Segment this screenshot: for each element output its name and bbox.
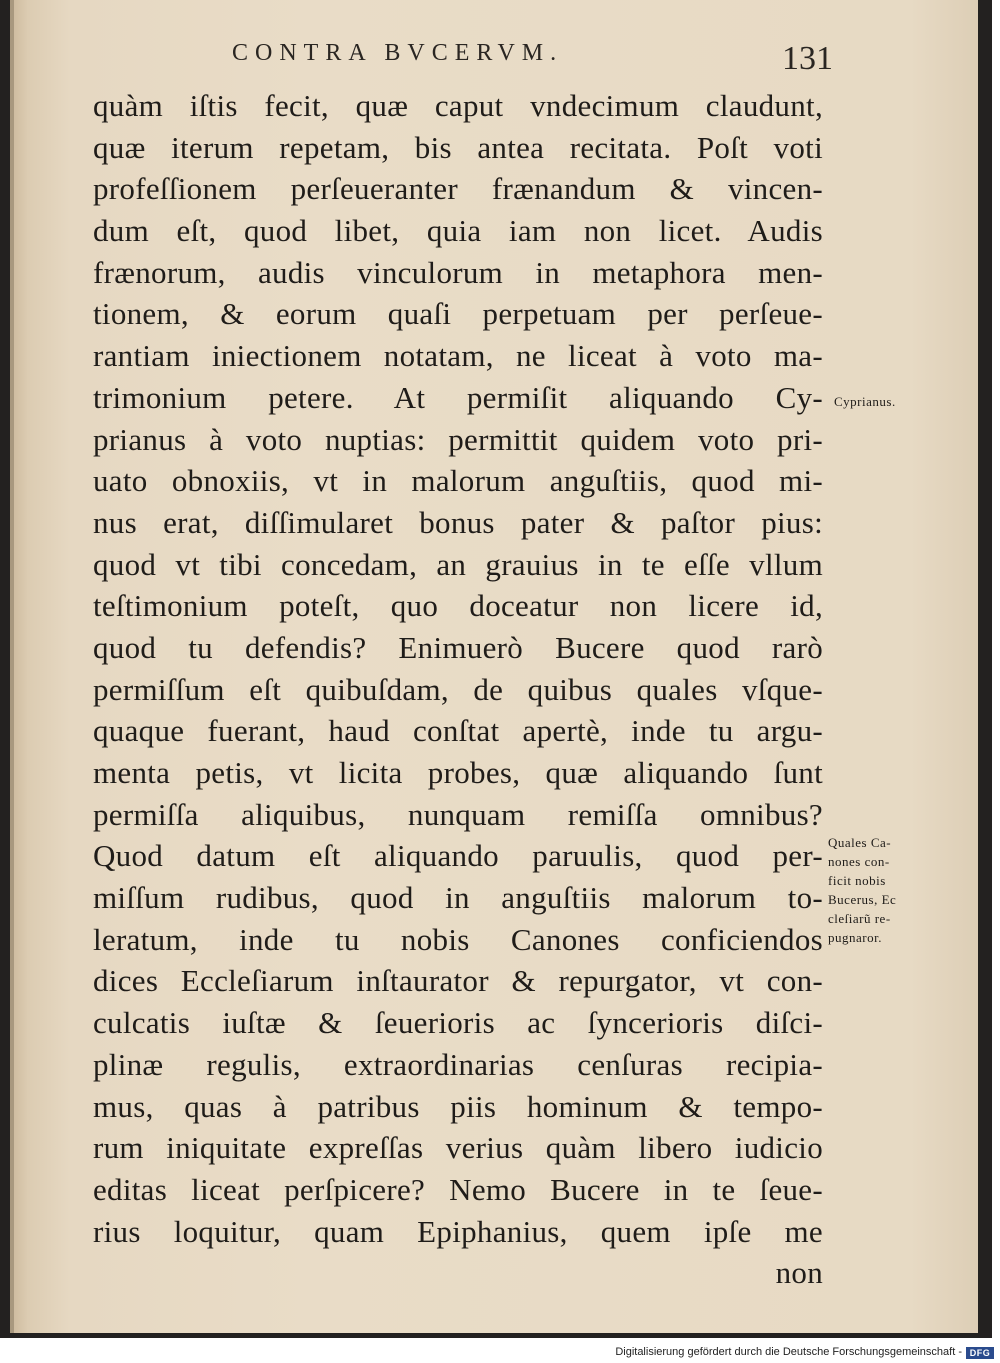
- text-line: dices Eccleſiarum inſtaurator & repurgator, vt con-: [93, 963, 823, 999]
- text-line: Quod datum eſt aliquando paruulis, quod per-: [93, 838, 823, 874]
- text-line: rius loquitur, quam Epiphanius, quem ipſe me: [93, 1213, 823, 1249]
- text-line: quaque fuerant, haud conſtat apertè, inde tu argu-: [93, 713, 823, 749]
- marginal-note-line: Quales Ca-: [828, 835, 892, 850]
- marginal-note-line: pugnaror.: [828, 930, 882, 945]
- body-text: [93, 85, 823, 1294]
- text-line: dum eſt, quod libet, quia iam non licet. Audis: [93, 213, 823, 249]
- text-line: mus, quas à patribus piis hominum & tempo-: [93, 1088, 823, 1124]
- text-line: miſſum rudibus, quod in anguſtiis malorum to-: [93, 880, 823, 916]
- page-number: 131: [782, 40, 833, 77]
- running-head: CONTRA BVCERVM.: [232, 40, 564, 66]
- marginal-note-line: Bucerus, Ec: [828, 892, 897, 907]
- text-line: plinæ regulis, extraordinarias cenſuras recipia-: [93, 1046, 823, 1082]
- text-line: culcatis iuſtæ & ſeuerioris ac ſyncerioris diſci-: [93, 1005, 823, 1041]
- marginal-note-line: ficit nobis: [828, 873, 886, 888]
- text-line: rantiam iniectionem notatam, ne liceat à voto ma-: [93, 338, 823, 374]
- text-line: nus erat, diſſimularet bonus pater & paſtor pius:: [93, 504, 823, 540]
- text-line: prianus à voto nuptias: permittit quidem voto pri-: [93, 421, 823, 457]
- text-line: quod tu defendis? Enimuerò Bucere quod rarò: [93, 629, 823, 665]
- text-line: permiſſa aliquibus, nunquam remiſſa omnibus?: [93, 796, 823, 832]
- text-line: teſtimonium poteſt, quo doceatur non licere id,: [93, 588, 823, 624]
- text-line: quæ iterum repetam, bis antea recitata. Poſt voti: [93, 129, 823, 165]
- funding-notice: Digitalisierung gefördert durch die Deutsche Forschungsgemeinschaft -: [615, 1346, 962, 1358]
- text-line: rum iniquitate expreſſas verius quàm libero iudicio: [93, 1130, 823, 1166]
- text-line: editas liceat perſpicere? Nemo Bucere in te ſeue-: [93, 1171, 823, 1207]
- text-line: frænorum, audis vinculorum in metaphora men-: [93, 254, 823, 290]
- dfg-logo-icon: DFG: [966, 1347, 994, 1359]
- text-line: trimonium petere. At permiſit aliquando Cy-: [93, 379, 823, 415]
- marginal-note-line: cleſiarũ re-: [828, 911, 891, 926]
- footer-bar: [0, 1345, 1000, 1363]
- text-line: leratum, inde tu nobis Canones conficiendos: [93, 921, 823, 957]
- text-line: permiſſum eſt quibuſdam, de quibus quales vſque-: [93, 671, 823, 707]
- text-line: quod vt tibi concedam, an grauius in te eſſe vllum: [93, 546, 823, 582]
- text-line: uato obnoxiis, vt in malorum anguſtiis, quod mi-: [93, 463, 823, 499]
- marginal-note-canones: [828, 833, 896, 947]
- marginal-note-cyprianus: Cyprianus.: [834, 394, 896, 409]
- text-line: quàm iſtis fecit, quæ caput vndecimum claudunt,: [93, 88, 823, 123]
- catchword: non: [775, 1255, 823, 1291]
- text-line: menta petis, vt licita probes, quæ aliquando ſunt: [93, 755, 823, 790]
- page-edge: [10, 0, 14, 1333]
- text-line: profeſſionem perſeueranter frænandum & vincen-: [93, 171, 823, 207]
- text-line: tionem, & eorum quaſi perpetuam per perſeue-: [93, 296, 823, 332]
- marginal-note-line: nones con-: [828, 854, 890, 869]
